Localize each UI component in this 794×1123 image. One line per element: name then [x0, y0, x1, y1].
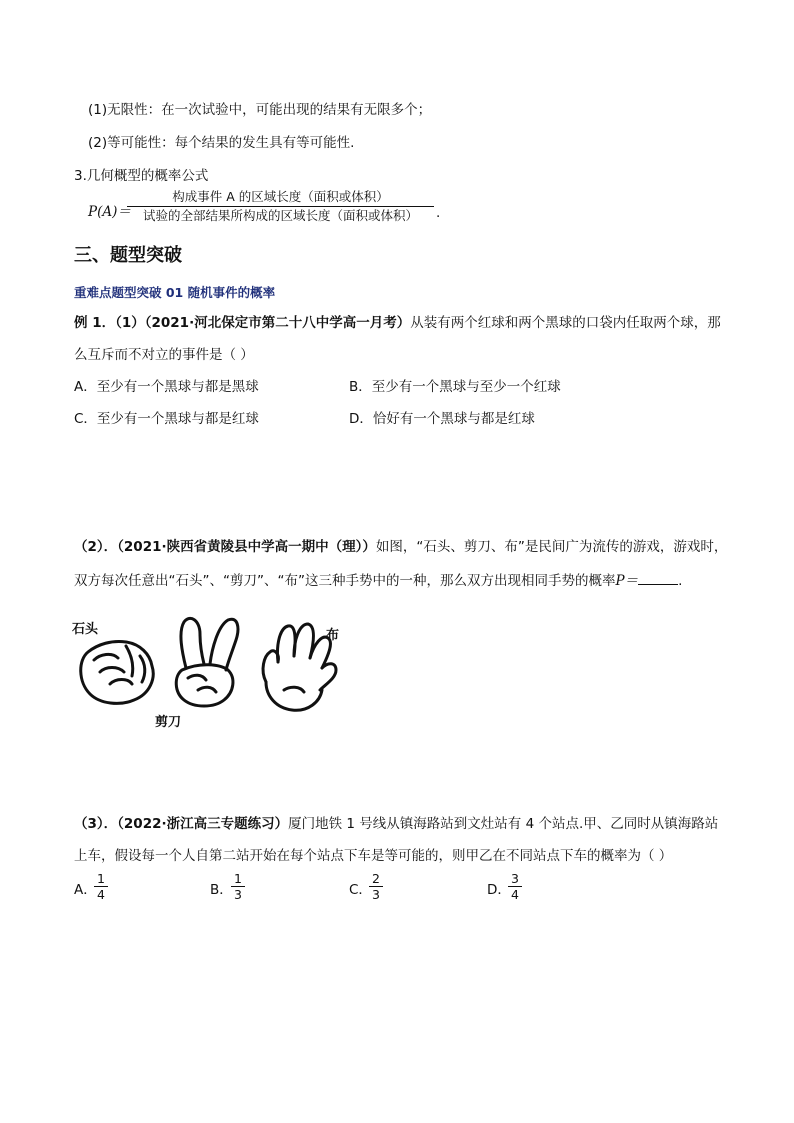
q2-answer-blank[interactable] — [638, 570, 678, 585]
label-scissors: 剪刀 — [155, 715, 182, 730]
q1-option-d: D．恰好有一个黑球与都是红球 — [349, 411, 535, 427]
property-equal-likely: (2)等可能性：每个结果的发生具有等可能性. — [88, 135, 355, 151]
q3-text-a: 厦门地铁 1 号线从镇海路站到文灶站有 4 个站点.甲、乙同时从镇海路站 — [288, 816, 719, 832]
scissors-hand-icon — [176, 618, 238, 706]
q2-line-2: 双方每次任意出“石头”、“剪刀”、“布”这三种手势中的一种，那么双方出现相同手势的概率P＝ . — [74, 570, 682, 591]
q3-option-c-label: C． — [349, 882, 372, 898]
q3-option-d-label: D． — [487, 882, 511, 898]
property-infinite: (1)无限性：在一次试验中，可能出现的结果有无限多个； — [88, 102, 432, 118]
label-paper: 布 — [326, 628, 340, 643]
formula-fraction — [127, 189, 434, 224]
section-title: 三、题型突破 — [74, 245, 182, 266]
q3-option-b-label: B． — [210, 882, 233, 898]
q2-p-eq: P＝ — [615, 573, 639, 589]
q1-lead: 例 1．（1） — [74, 315, 145, 331]
q1-text-a: 从装有两个红球和两个黑球的口袋内任取两个球，那 — [410, 315, 721, 331]
q3-lead: （3）． — [74, 816, 118, 832]
q3-option-b-fraction: 1 3 — [231, 872, 245, 901]
formula-numerator: 构成事件 A 的区域长度（面积或体积） — [172, 189, 389, 204]
rock-paper-scissors-illustration — [70, 612, 350, 716]
q3-option-d-fraction: 3 4 — [508, 872, 522, 901]
q1-option-a: A．至少有一个黑球与都是黑球 — [74, 379, 259, 395]
q3-option-a-fraction: 1 4 — [94, 872, 108, 901]
q3-line-2: 上车，假设每一个人自第二站开始在每个站点下车是等可能的，则甲乙在不同站点下车的概率为（ ） — [74, 848, 673, 864]
rock-hand-icon — [81, 641, 153, 703]
formula-period: . — [436, 205, 441, 221]
q1-option-b: B．至少有一个黑球与至少一个红球 — [349, 379, 561, 395]
q3-line-1 — [74, 814, 718, 834]
q2-text-b: 双方每次任意出“石头”、“剪刀”、“布”这三种手势中的一种，那么双方出现相同手势的概率 — [74, 573, 616, 589]
q2-text-a: 如图，“石头、剪刀、布”是民间广为流传的游戏，游戏时， — [375, 539, 728, 555]
paper-hand-icon — [263, 624, 336, 710]
q1-source: （2021·河北保定市第二十八中学高一月考） — [144, 315, 411, 331]
q2-line-1 — [74, 537, 727, 557]
q1-option-c: C．至少有一个黑球与都是红球 — [74, 411, 259, 427]
q2-lead: （2）． — [74, 539, 118, 555]
q2-source: （2021·陕西省黄陵县中学高一期中（理）） — [117, 539, 376, 555]
label-rock: 石头 — [72, 622, 99, 637]
formula-denominator: 试验的全部结果所构成的区域长度（面积或体积） — [142, 208, 418, 223]
formula-lhs: P(A)＝ — [88, 204, 131, 220]
q3-option-a-label: A． — [74, 882, 97, 898]
q3-source: （2022·浙江高三专题练习） — [117, 816, 289, 832]
q3-option-c-fraction: 2 3 — [369, 872, 383, 901]
subsection-title: 重难点题型突破 01 随机事件的概率 — [74, 285, 276, 300]
q1-line-1 — [74, 313, 721, 333]
formula-heading: 3.几何概型的概率公式 — [74, 168, 209, 184]
q1-line-2: 么互斥而不对立的事件是（ ） — [74, 347, 254, 363]
